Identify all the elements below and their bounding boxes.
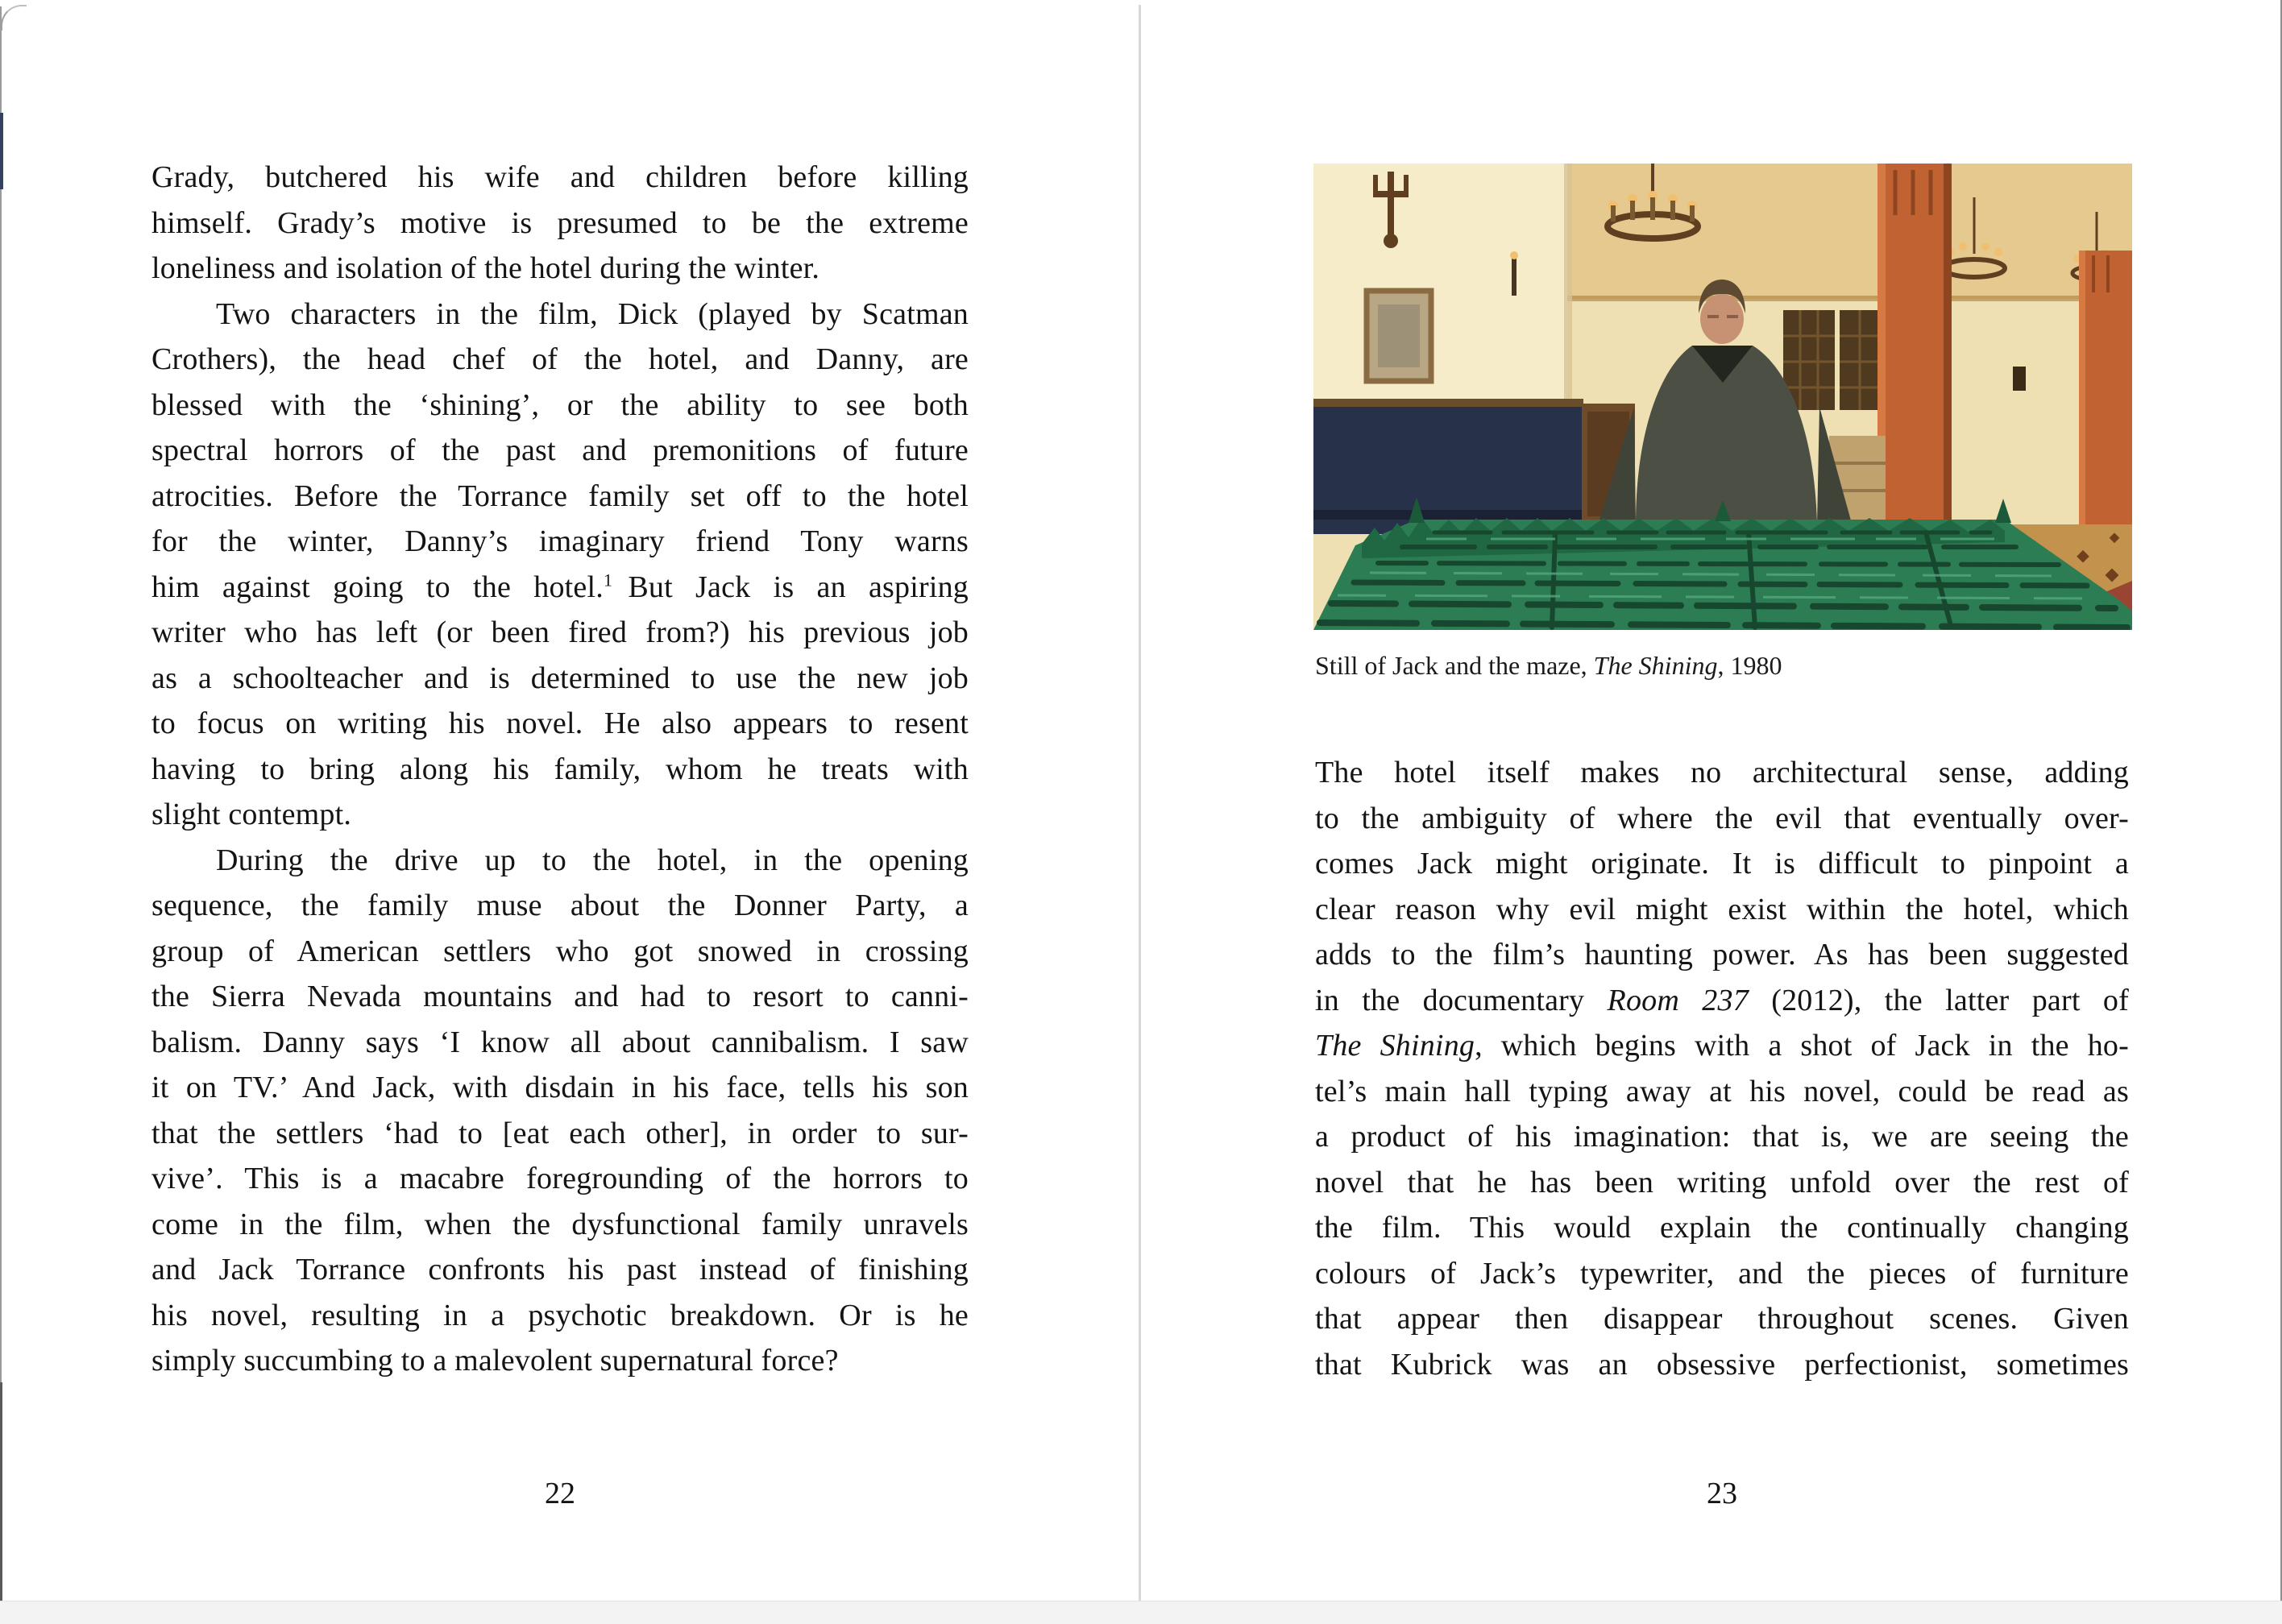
- window-rounded-corner: [1, 5, 27, 31]
- text-line: atrocities. Before the Torrance family set off to the hotel: [151, 478, 969, 513]
- text-line: During the drive up to the hotel, in the opening: [216, 843, 969, 877]
- text-line: vive’. This is a macabre foregrounding of the horrors to: [151, 1162, 969, 1195]
- text-line: The Shining, which begins with a shot of Jack in the ho-: [1315, 1029, 2129, 1063]
- page-22-text: [151, 155, 969, 1384]
- text-line: writer who has left (or been fired from?) his previous job: [151, 615, 969, 649]
- text-line: the film. This would explain the continually changing: [1315, 1211, 2129, 1245]
- text-line: to the ambiguity of where the evil that eventually over-: [1315, 801, 2129, 835]
- text-line: him against going to the hotel.$^1$ But Jack is an aspiring: [151, 569, 969, 604]
- text-line: a product of his imagination: that is, we are seeing the: [1315, 1120, 2129, 1154]
- page-23-text: [1315, 750, 2129, 1387]
- text-line: tel’s main hall typing away at his novel, could be read as: [1315, 1074, 2129, 1108]
- text-line: balism. Danny says ‘I know all about cannibalism. I saw: [151, 1025, 969, 1059]
- page-gutter-divider: [1139, 5, 1141, 1624]
- text-line: spectral horrors of the past and premonitions of future: [151, 433, 969, 467]
- text-line: Grady, butchered his wife and children before killing: [151, 160, 969, 194]
- text-line: adds to the film’s haunting power. As has been suggested: [1315, 938, 2129, 972]
- text-line: that appear then disappear throughout scenes. Given: [1315, 1302, 2129, 1336]
- window-left-edge-accent: [0, 113, 3, 189]
- text-line: himself. Grady’s motive is presumed to be the extreme: [151, 205, 969, 240]
- caption-film-title: The Shining: [1593, 651, 1718, 680]
- orange-pillar-main: [1877, 164, 1952, 524]
- text-line: to focus on writing his novel. He also appears to resent: [151, 706, 969, 740]
- text-line: as a schoolteacher and is determined to use the new job: [151, 661, 969, 695]
- text-line: for the winter, Danny’s imaginary friend Tony warns: [151, 524, 969, 558]
- text-line: his novel, resulting in a psychotic breakdown. Or is he: [151, 1298, 969, 1332]
- framed-picture: [1367, 291, 1431, 381]
- text-line: loneliness and isolation of the hotel during the winter.: [151, 251, 820, 285]
- text-line: come in the film, when the dysfunctional family unravels: [151, 1207, 969, 1241]
- window-left-edge: [0, 6, 2, 1624]
- text-line: novel that he has been writing unfold over the rest of: [1315, 1165, 2129, 1199]
- text-line: it on TV.’ And Jack, with disdain in his face, tells his son: [151, 1071, 969, 1104]
- text-line: having to bring along his family, whom he treats with: [151, 752, 969, 786]
- shining-still-photo: [1313, 164, 2132, 630]
- text-line: colours of Jack’s typewriter, and the pieces of furniture: [1315, 1256, 2129, 1290]
- text-line: blessed with the ‘shining’, or the ability to see both: [151, 387, 969, 422]
- text-line: clear reason why evil might exist within the hotel, which: [1315, 892, 2129, 926]
- text-line: and Jack Torrance confronts his past instead of finishing: [151, 1253, 969, 1286]
- window-bottom-bar: [0, 1601, 2282, 1624]
- caption-suffix: , 1980: [1717, 651, 1782, 680]
- text-line: that Kubrick was an obsessive perfectionist, sometimes: [1315, 1347, 2129, 1382]
- text-line: Crothers), the head chef of the hotel, and Danny, are: [151, 342, 969, 376]
- text-line: sequence, the family muse about the Donner Party, a: [151, 889, 969, 922]
- text-line: The hotel itself makes no architectural sense, adding: [1315, 756, 2129, 789]
- text-line: in the documentary Room 237 (2012), the latter part of: [1315, 983, 2129, 1017]
- window-left-edge-lower: [0, 1382, 2, 1624]
- caption-prefix: Still of Jack and the maze,: [1315, 651, 1594, 680]
- text-line: comes Jack might originate. It is difficult to pinpoint a: [1315, 847, 2129, 880]
- text-line: group of American settlers who got snowed in crossing: [151, 934, 969, 968]
- page-23-number: 23: [1707, 1477, 1737, 1510]
- photo-caption: [1315, 649, 2132, 682]
- text-line: simply succumbing to a malevolent supernatural force?: [151, 1344, 839, 1378]
- text-line: slight contempt.: [151, 798, 352, 831]
- text-line: that the settlers ‘had to [eat each other], in order to sur-: [151, 1116, 969, 1150]
- text-line: the Sierra Nevada mountains and had to resort to canni-: [151, 980, 969, 1013]
- page-22-number: 22: [545, 1477, 575, 1510]
- text-line: Two characters in the film, Dick (played by Scatman: [216, 296, 969, 331]
- orange-pillar-right: [2079, 251, 2132, 524]
